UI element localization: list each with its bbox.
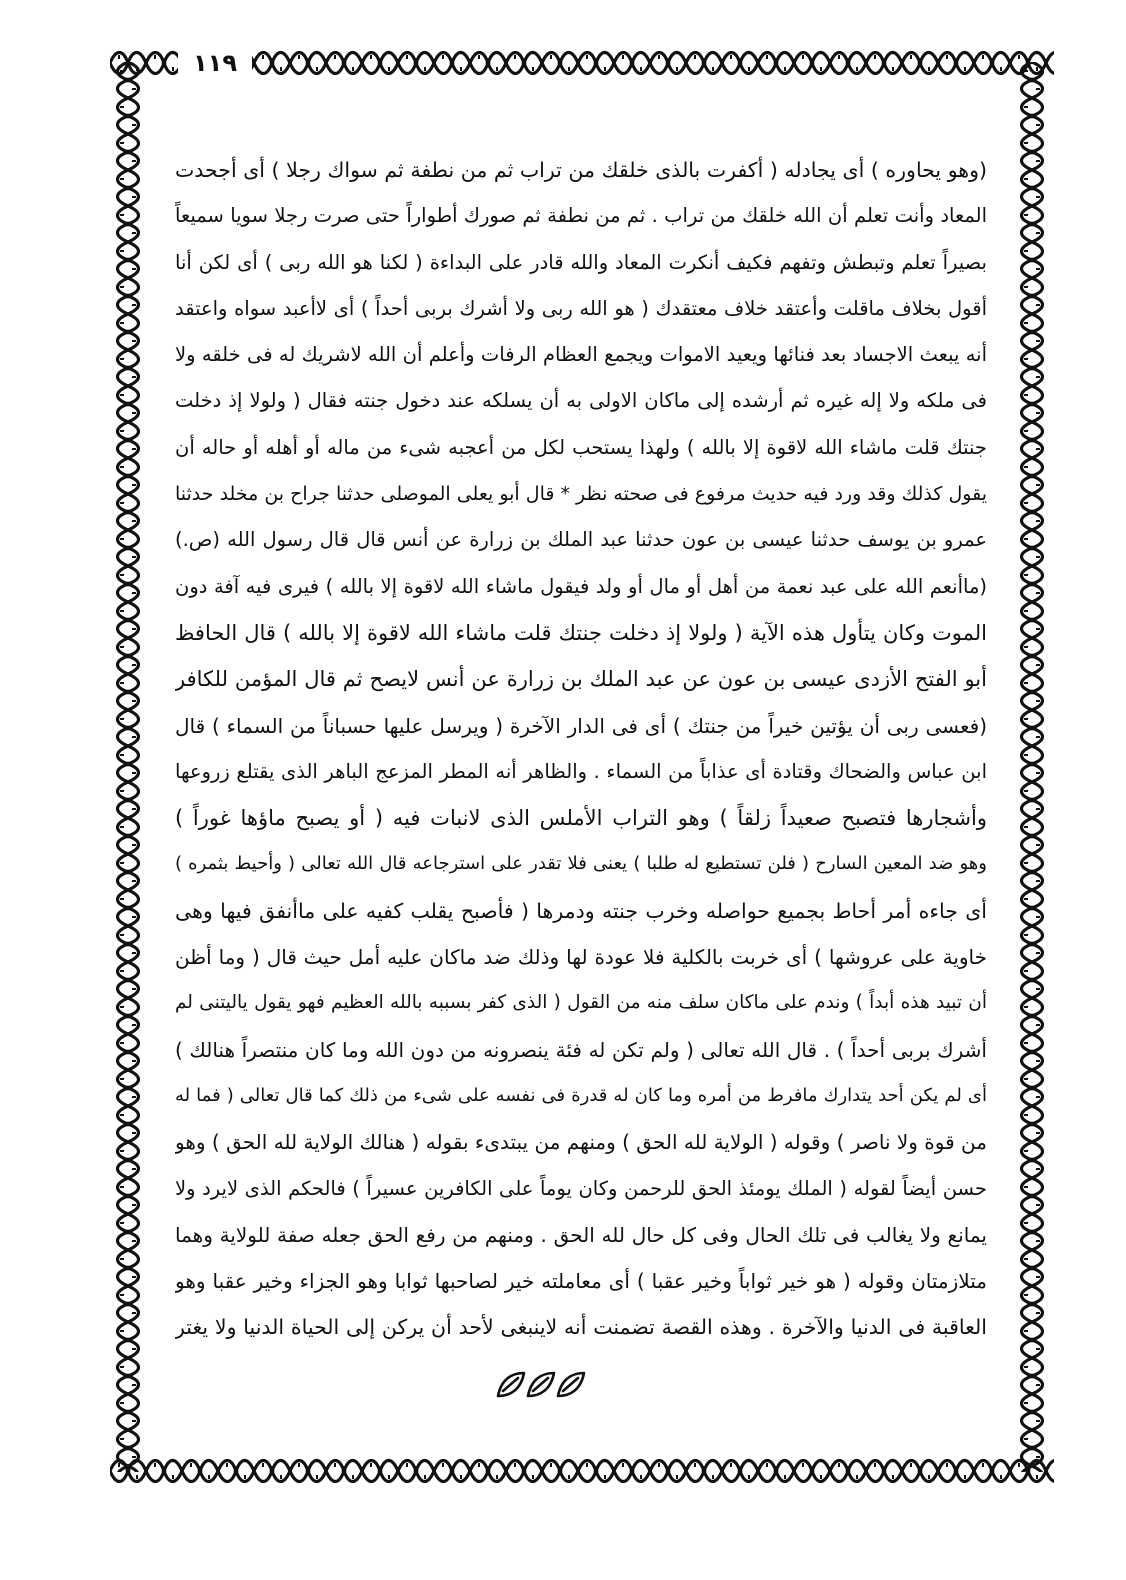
text-line: يمانع ولا يغالب فى تلك الحال وفى كل حال لله الحق . ومنهم من رفع الحق جعله صفة للولاية وهما [175, 1222, 987, 1247]
border-right [1012, 62, 1052, 1472]
page-number: ١١٩ [193, 49, 237, 77]
text-line: (ماأنعم الله على عبد نعمة من أهل أو مال أو ولد فيقول ماشاء الله لاقوة إلا بالله ) فيرى فيه آفة دون [175, 574, 987, 598]
text-line: خاوية على عروشها ) أى خربت بالكلية فلا عودة لها وذلك ضد ماكان عليه أمل حيث قال ( وما أظن [175, 945, 987, 970]
text-line: فى ملكه ولا إله غيره ثم أرشده إلى ماكان الاولى به أن يسلكه عند دخول جنته فقال ( ولولا إذ دخلت [175, 389, 987, 413]
text-line: وأشجارها فتصبح صعيداً زلقاً ) وهو التراب الأملس الذى لانبات فيه ( أو يصبح ماؤها غوراً ) [175, 806, 987, 831]
text-line: المعاد وأنت تعلم أن الله خلقك من تراب . ثم من نطفة ثم صورك أطواراً حتى صرت رجلا سويا سميعاً [175, 204, 987, 228]
text-line: الموت وكان يتأول هذه الآية ( ولولا إذ دخلت جنتك قلت ماشاء الله لاقوة إلا بالله ) قال الحافظ [175, 620, 987, 645]
body-text [175, 147, 987, 1351]
text-line: وهو ضد المعين السارح ( فلن تستطيع له طلبا ) يعنى فلا تقدر على استرجاعه قال الله تعالى ( وأحيط بثمره ) [175, 853, 987, 875]
text-line: العاقبة فى الدنيا والآخرة . وهذه القصة تضمنت أنه لاينبغى لأحد أن يركن إلى الحياة الدنيا ولا يغتر [175, 1315, 987, 1340]
text-line: أى لم يكن أحد يتدارك مافرط من أمره وما كان له قدرة فى نفسه على شىء من ذلك كما قال تعالى ( فما له [175, 1084, 987, 1106]
text-line: حسن أيضاً لقوله ( الملك يومئذ الحق للرحمن وكان يوماً على الكافرين عسيراً ) فالحكم الذى لايرد ولا [175, 1176, 987, 1200]
text-line: أنه يبعث الاجساد بعد فنائها ويعيد الاموات ويجمع العظام الرفات وأعلم أن الله لاشريك له فى خلقه ولا [175, 343, 987, 367]
end-of-section-ornament-icon [494, 1368, 588, 1400]
border-left [108, 62, 148, 1472]
text-line: من قوة ولا ناصر ) وقوله ( الولاية لله الحق ) ومنهم من يبتدىء بقوله ( هنالك الولاية لله الحق ) وهو [175, 1130, 987, 1155]
text-line: أقول بخلاف ماقلت وأعتقد خلاف معتقدك ( هو الله ربى ولا أشرك بربى أحداً ) أى لاأعبد سواه واعتقد [175, 296, 987, 320]
text-line: أبو الفتح الأزدى عيسى بن عون عن عبد الملك بن زرارة عن أنس لايصح ثم قال المؤمن للكافر [175, 667, 987, 692]
text-line: جنتك قلت ماشاء الله لاقوة إلا بالله ) ولهذا يستحب لكل من أعجبه شىء من ماله أو أهله أو حاله أن [175, 435, 987, 459]
text-line: يقول كذلك وقد ورد فيه حديث مرفوع فى صحته نظر * قال أبو يعلى الموصلى حدثنا جراح بن مخلد حدثنا [175, 483, 987, 506]
text-line: (وهو يحاوره ) أى يجادله ( أكفرت بالذى خلقك من تراب ثم من نطفة ثم سواك رجلا ) أى أجحدت [175, 158, 987, 182]
text-line: متلازمتان وقوله ( هو خير ثواباً وخير عقبا ) أى معاملته خير لصاحبها ثوابا وهو الجزاء وخير عقبا وهو [175, 1269, 987, 1294]
text-line: أى جاءه أمر أحاط بجميع حواصله وخرب جنته ودمرها ( فأصبح يقلب كفيه على ماأنفق فيها وهى [175, 898, 987, 923]
border-bottom [110, 1452, 1054, 1490]
text-line: أشرك بربى أحداً ) . قال الله تعالى ( ولم تكن له فئة ينصرونه من دون الله وما كان منتصراً هنالك ) [175, 1037, 987, 1062]
text-line: عمرو بن يوسف حدثنا عيسى بن عون حدثنا عبد الملك بن زرارة عن أنس قال قال رسول الله (ص.) [175, 528, 987, 552]
text-line: (فعسى ربى أن يؤتين خيراً من جنتك ) أى فى الدار الآخرة ( ويرسل عليها حسباناً من السماء ) قال [175, 713, 987, 738]
text-line: بصيراً تعلم وتبطش وتفهم فكيف أنكرت المعاد والله قادر على البداءة ( لكنا هو الله ربى ) أى لكن أنا [175, 250, 987, 274]
text-line: أن تبيد هذه أبداً ) وندم على ماكان سلف منه من القول ( الذى كفر بسببه بالله العظيم فهو يقول ياليتنى لم [175, 992, 987, 1014]
text-line: ابن عباس والضحاك وقتادة أى عذاباً من السماء . والظاهر أنه المطر المزعج الباهر الذى يقتلع زروعها [175, 759, 987, 783]
